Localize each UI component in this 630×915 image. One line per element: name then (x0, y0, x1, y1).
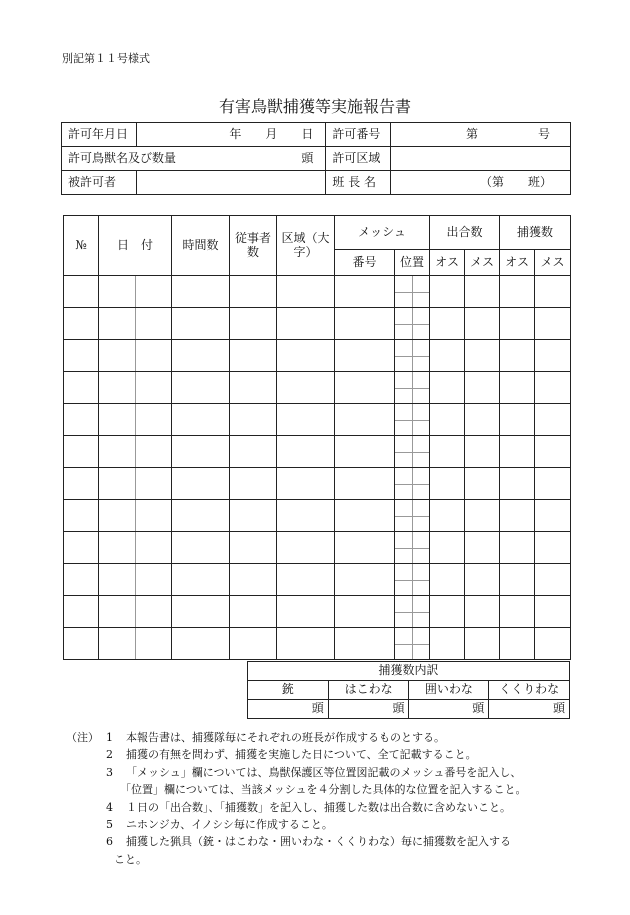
cell-mesh-number[interactable] (335, 532, 395, 564)
cell-date-day[interactable] (136, 532, 172, 564)
col-captures-male-header: オス (500, 250, 535, 276)
cell-no[interactable] (64, 372, 99, 404)
cell-sightings-male[interactable] (430, 532, 465, 564)
cell-captures-female[interactable] (535, 436, 571, 468)
notes (66, 729, 586, 868)
cell-date-day[interactable] (136, 596, 172, 628)
position-quadrant-divider (412, 372, 413, 403)
capture-breakdown-table (247, 661, 570, 719)
cell-sightings-female[interactable] (465, 596, 500, 628)
cell-mesh-position[interactable] (395, 500, 430, 532)
cell-date-month[interactable] (99, 340, 136, 372)
cell-captures-male[interactable] (500, 436, 535, 468)
permit-number-label: 許可番号 (326, 123, 391, 147)
cell-hours[interactable] (172, 404, 230, 436)
cell-date-day[interactable] (136, 564, 172, 596)
cell-no[interactable] (64, 404, 99, 436)
cell-date-month[interactable] (99, 276, 136, 308)
leader-label: 班 長 名 (326, 171, 391, 195)
position-quadrant-divider (412, 404, 413, 435)
cell-sightings-male[interactable] (430, 564, 465, 596)
cell-date-month[interactable] (99, 532, 136, 564)
cell-area[interactable] (277, 308, 335, 340)
cell-sightings-male[interactable] (430, 276, 465, 308)
cell-date-day[interactable] (136, 340, 172, 372)
cell-sightings-female[interactable] (465, 404, 500, 436)
cell-captures-male[interactable] (500, 308, 535, 340)
cell-captures-female[interactable] (535, 596, 571, 628)
cell-mesh-position[interactable] (395, 532, 430, 564)
position-quadrant-divider (412, 532, 413, 563)
cell-captures-female[interactable] (535, 404, 571, 436)
cell-captures-male[interactable] (500, 532, 535, 564)
cell-sightings-female[interactable] (465, 564, 500, 596)
cell-captures-female[interactable] (535, 500, 571, 532)
col-date-header: 日 付 (99, 216, 172, 276)
note-5-text: ニホンジカ、イノシシ毎に作成すること。 (126, 818, 333, 832)
cell-captures-male[interactable] (500, 500, 535, 532)
note-1-text: 本報告書は、捕獲隊毎にそれぞれの班長が作成するものとする。 (126, 731, 445, 744)
position-quadrant-divider (412, 436, 413, 467)
table-row (64, 564, 571, 596)
cell-captures-female[interactable] (535, 468, 571, 500)
breakdown-snare-header: くくりわな (489, 681, 570, 700)
permit-date-field[interactable]: 年 月 日 (136, 123, 326, 147)
cell-date-day[interactable] (136, 628, 172, 660)
cell-date-day[interactable] (136, 500, 172, 532)
note-6-text-cont: こと。 (114, 852, 147, 866)
cell-workers[interactable] (230, 532, 277, 564)
cell-workers[interactable] (230, 308, 277, 340)
cell-area[interactable] (277, 532, 335, 564)
cell-sightings-male[interactable] (430, 340, 465, 372)
area-label: 許可区域 (326, 147, 391, 171)
cell-area[interactable] (277, 500, 335, 532)
cell-workers[interactable] (230, 596, 277, 628)
cell-mesh-position[interactable] (395, 340, 430, 372)
table-row (64, 276, 571, 308)
cell-sightings-female[interactable] (465, 500, 500, 532)
cell-area[interactable] (277, 596, 335, 628)
cell-captures-male[interactable] (500, 276, 535, 308)
table-row (64, 340, 571, 372)
note-3-number: 3 (106, 765, 113, 779)
cell-captures-male[interactable] (500, 404, 535, 436)
holder-field[interactable] (136, 171, 326, 195)
cell-area[interactable] (277, 628, 335, 660)
position-quadrant-divider (412, 564, 413, 595)
cell-captures-female[interactable] (535, 308, 571, 340)
cell-sightings-male[interactable] (430, 628, 465, 660)
cell-sightings-female[interactable] (465, 372, 500, 404)
cell-hours[interactable] (172, 628, 230, 660)
cell-hours[interactable] (172, 564, 230, 596)
permit-info-table (61, 122, 571, 195)
cell-hours[interactable] (172, 308, 230, 340)
note-3 (66, 764, 586, 781)
species-unit: 頭 (301, 150, 314, 165)
cell-workers[interactable] (230, 340, 277, 372)
col-mesh-position-header: 位置 (395, 250, 430, 276)
cell-workers[interactable] (230, 564, 277, 596)
cell-date-day[interactable] (136, 308, 172, 340)
cell-mesh-number[interactable] (335, 276, 395, 308)
table-row (64, 628, 571, 660)
cell-workers[interactable] (230, 372, 277, 404)
cell-mesh-number[interactable] (335, 340, 395, 372)
cell-sightings-male[interactable] (430, 596, 465, 628)
cell-date-month[interactable] (99, 404, 136, 436)
leader-field[interactable]: （第 班） (391, 171, 571, 195)
cell-workers[interactable] (230, 500, 277, 532)
holder-label: 被許可者 (62, 171, 137, 195)
note-5 (66, 816, 586, 833)
cell-mesh-position[interactable] (395, 276, 430, 308)
cell-mesh-number[interactable] (335, 436, 395, 468)
cell-mesh-number[interactable] (335, 628, 395, 660)
note-3-text: 「メッシュ」欄については、鳥獣保護区等位置図記載のメッシュ番号を記入し、 (126, 765, 522, 779)
col-hours-header: 時間数 (172, 216, 230, 276)
table-row (64, 468, 571, 500)
cell-date-day[interactable] (136, 276, 172, 308)
cell-date-month[interactable] (99, 372, 136, 404)
note-6 (66, 833, 586, 850)
cell-hours[interactable] (172, 372, 230, 404)
position-quadrant-divider (412, 596, 413, 627)
permit-number-field[interactable]: 第 号 (391, 123, 571, 147)
col-mesh-number-header: 番号 (335, 250, 395, 276)
cell-captures-female[interactable] (535, 564, 571, 596)
table-row (64, 532, 571, 564)
cell-mesh-number[interactable] (335, 596, 395, 628)
note-6-cont (66, 851, 586, 868)
note-3-cont (66, 781, 586, 798)
cell-captures-female[interactable] (535, 276, 571, 308)
cell-mesh-position[interactable] (395, 596, 430, 628)
cell-no[interactable] (64, 500, 99, 532)
cell-no[interactable] (64, 276, 99, 308)
position-quadrant-divider (412, 500, 413, 531)
cell-area[interactable] (277, 340, 335, 372)
cell-date-day[interactable] (136, 436, 172, 468)
cell-captures-female[interactable] (535, 532, 571, 564)
capture-log-table (63, 215, 571, 660)
breakdown-box-trap-header: はこわな (328, 681, 409, 700)
cell-sightings-female[interactable] (465, 468, 500, 500)
cell-sightings-female[interactable] (465, 308, 500, 340)
note-6-text: 捕獲した猟具（銃・はこわな・囲いわな・くくりわな）毎に捕獲数を記入する (126, 835, 511, 849)
note-1-number: 1 (106, 731, 113, 744)
note-2-text: 捕獲の有無を問わず、捕獲を実施した日について、全て記載すること。 (126, 748, 477, 762)
col-workers-header: 従事者数 (230, 216, 277, 276)
cell-hours[interactable] (172, 596, 230, 628)
cell-mesh-number[interactable] (335, 404, 395, 436)
cell-no[interactable] (64, 308, 99, 340)
position-quadrant-divider (412, 340, 413, 371)
cell-captures-male[interactable] (500, 564, 535, 596)
cell-mesh-position[interactable] (395, 468, 430, 500)
position-quadrant-divider (412, 308, 413, 339)
note-prefix: （注） (66, 731, 99, 744)
cell-captures-female[interactable] (535, 340, 571, 372)
col-mesh-header: メッシュ (335, 216, 430, 250)
cell-mesh-position[interactable] (395, 628, 430, 660)
note-6-number: 6 (106, 835, 113, 849)
col-sightings-male-header: オス (430, 250, 465, 276)
cell-area[interactable] (277, 436, 335, 468)
breakdown-gun-field[interactable]: 頭 (248, 700, 329, 719)
breakdown-snare-field[interactable]: 頭 (489, 700, 570, 719)
cell-date-month[interactable] (99, 308, 136, 340)
species-field[interactable] (62, 147, 326, 171)
breakdown-enclosure-trap-header: 囲いわな (409, 681, 489, 700)
cell-sightings-male[interactable] (430, 372, 465, 404)
cell-no[interactable] (64, 468, 99, 500)
breakdown-box-trap-field[interactable]: 頭 (328, 700, 409, 719)
col-sightings-female-header: メス (465, 250, 500, 276)
cell-mesh-number[interactable] (335, 564, 395, 596)
cell-mesh-number[interactable] (335, 468, 395, 500)
cell-sightings-male[interactable] (430, 436, 465, 468)
cell-no[interactable] (64, 596, 99, 628)
cell-mesh-position[interactable] (395, 564, 430, 596)
area-field[interactable] (391, 147, 571, 171)
cell-no[interactable] (64, 532, 99, 564)
position-quadrant-divider (412, 628, 413, 659)
note-2-number: 2 (106, 748, 113, 762)
table-row (64, 596, 571, 628)
note-4-text: １日の「出合数」、「捕獲数」を記入し、捕獲した数は出合数に含めないこと。 (126, 800, 511, 814)
cell-no[interactable] (64, 340, 99, 372)
cell-date-month[interactable] (99, 468, 136, 500)
cell-sightings-male[interactable] (430, 500, 465, 532)
cell-date-month[interactable] (99, 500, 136, 532)
note-4 (66, 799, 586, 816)
cell-area[interactable] (277, 372, 335, 404)
table-row (64, 308, 571, 340)
breakdown-enclosure-trap-field[interactable]: 頭 (409, 700, 489, 719)
cell-workers[interactable] (230, 436, 277, 468)
note-1 (66, 729, 586, 746)
col-no-header: № (64, 216, 99, 276)
cell-sightings-female[interactable] (465, 532, 500, 564)
breakdown-gun-header: 銃 (248, 681, 329, 700)
cell-sightings-female[interactable] (465, 276, 500, 308)
cell-captures-male[interactable] (500, 596, 535, 628)
cell-mesh-number[interactable] (335, 372, 395, 404)
cell-date-month[interactable] (99, 596, 136, 628)
col-area-header: 区域（大字） (277, 216, 335, 276)
cell-area[interactable] (277, 404, 335, 436)
cell-date-month[interactable] (99, 564, 136, 596)
note-3-text-cont: 「位置」欄については、当該メッシュを４分割した具体的な位置を記入すること。 (120, 783, 527, 797)
cell-no[interactable] (64, 564, 99, 596)
cell-date-day[interactable] (136, 468, 172, 500)
cell-hours[interactable] (172, 468, 230, 500)
table-row (64, 436, 571, 468)
col-captures-header: 捕獲数 (500, 216, 571, 250)
cell-area[interactable] (277, 276, 335, 308)
cell-sightings-female[interactable] (465, 436, 500, 468)
cell-date-day[interactable] (136, 372, 172, 404)
cell-workers[interactable] (230, 276, 277, 308)
cell-mesh-number[interactable] (335, 308, 395, 340)
cell-hours[interactable] (172, 500, 230, 532)
cell-no[interactable] (64, 628, 99, 660)
document-title: 有害鳥獣捕獲等実施報告書 (218, 97, 411, 116)
cell-captures-female[interactable] (535, 372, 571, 404)
cell-hours[interactable] (172, 340, 230, 372)
table-row (64, 372, 571, 404)
cell-sightings-male[interactable] (430, 404, 465, 436)
note-4-number: 4 (106, 800, 113, 814)
cell-captures-female[interactable] (535, 628, 571, 660)
cell-date-day[interactable] (136, 404, 172, 436)
cell-workers[interactable] (230, 628, 277, 660)
cell-area[interactable] (277, 468, 335, 500)
cell-captures-male[interactable] (500, 372, 535, 404)
permit-date-label: 許可年月日 (62, 123, 137, 147)
note-5-number: 5 (106, 818, 113, 832)
cell-date-month[interactable] (99, 436, 136, 468)
species-label: 許可鳥獣名及び数量 (68, 150, 177, 165)
cell-hours[interactable] (172, 276, 230, 308)
cell-mesh-position[interactable] (395, 372, 430, 404)
cell-captures-male[interactable] (500, 468, 535, 500)
cell-mesh-number[interactable] (335, 500, 395, 532)
form-number: 別記第１１号様式 (62, 52, 150, 65)
cell-area[interactable] (277, 564, 335, 596)
cell-mesh-position[interactable] (395, 308, 430, 340)
col-captures-female-header: メス (535, 250, 571, 276)
cell-hours[interactable] (172, 532, 230, 564)
cell-no[interactable] (64, 436, 99, 468)
position-quadrant-divider (412, 276, 413, 307)
cell-sightings-female[interactable] (465, 340, 500, 372)
cell-date-month[interactable] (99, 628, 136, 660)
col-sightings-header: 出合数 (430, 216, 500, 250)
position-quadrant-divider (412, 468, 413, 499)
cell-captures-male[interactable] (500, 340, 535, 372)
table-row (64, 500, 571, 532)
breakdown-title: 捕獲数内訳 (248, 662, 570, 681)
cell-workers[interactable] (230, 404, 277, 436)
cell-sightings-male[interactable] (430, 468, 465, 500)
cell-sightings-female[interactable] (465, 628, 500, 660)
cell-workers[interactable] (230, 468, 277, 500)
cell-captures-male[interactable] (500, 628, 535, 660)
cell-sightings-male[interactable] (430, 308, 465, 340)
cell-mesh-position[interactable] (395, 436, 430, 468)
note-2 (66, 746, 586, 763)
cell-hours[interactable] (172, 436, 230, 468)
cell-mesh-position[interactable] (395, 404, 430, 436)
table-row (64, 404, 571, 436)
